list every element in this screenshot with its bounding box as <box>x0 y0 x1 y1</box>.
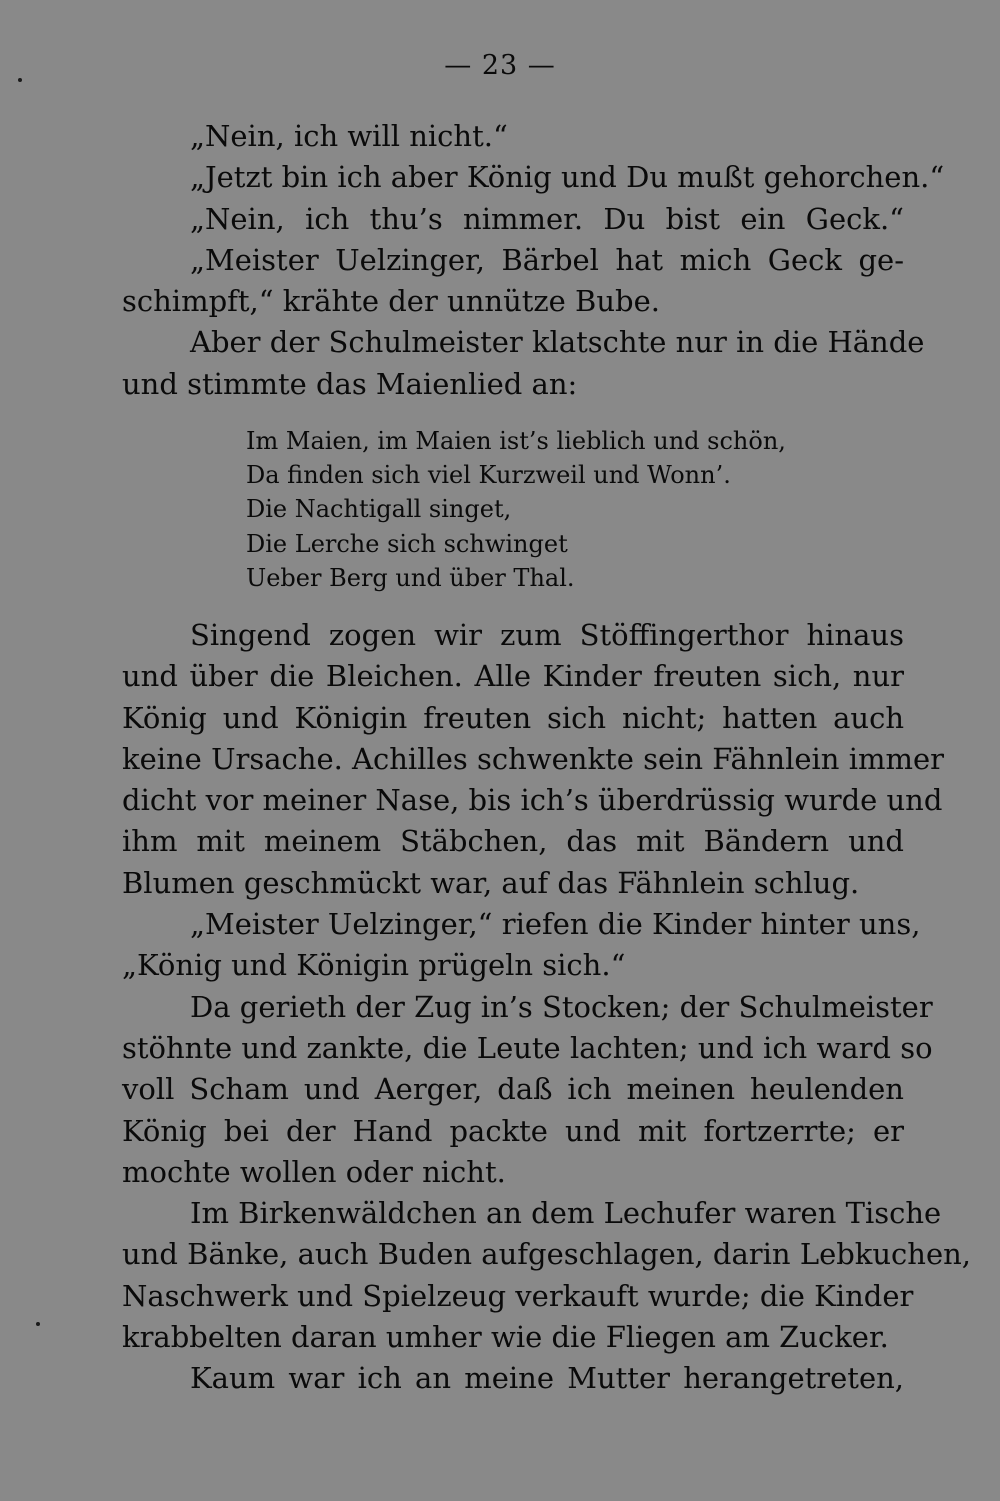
text-line: „Jetzt bin ich aber König und Du mußt gehorchen.“ <box>190 160 945 195</box>
text-line: schimpft,“ krähte der unnütze Bube. <box>122 284 660 319</box>
text-line: „Meister Uelzinger, Bärbel hat mich Geck ge- <box>190 242 904 277</box>
poem-line: Die Nachtigall singet, <box>246 495 512 524</box>
poem-block <box>246 424 786 595</box>
text-line: keine Ursache. Achilles schwenkte sein Fähnlein immer <box>122 741 944 776</box>
text-line: stöhnte und zankte, die Leute lachten; und ich ward so <box>122 1030 933 1065</box>
text-line: Singend zogen wir zum Stöffingerthor hinaus <box>190 618 904 652</box>
text-line: „Meister Uelzinger,“ riefen die Kinder hinter uns, <box>190 907 921 942</box>
text-line: König bei der Hand packte und mit fortzerrte; er <box>122 1113 904 1148</box>
text-block-bottom <box>122 615 972 1400</box>
poem-line: Die Lerche sich schwinget <box>246 529 568 558</box>
text-line: Aber der Schulmeister klatschte nur in die Hände <box>190 325 925 360</box>
scan-speck <box>36 1322 40 1326</box>
text-line: und Bänke, auch Buden aufgeschlagen, darin Lebkuchen, <box>122 1237 972 1272</box>
text-line: ihm mit meinem Stäbchen, das mit Bändern und <box>122 824 904 859</box>
page-number: — 23 — <box>444 50 556 81</box>
text-line: „König und Königin prügeln sich.“ <box>122 948 626 983</box>
text-line: dicht vor meiner Nase, bis ich’s überdrüssig wurde und <box>122 783 943 818</box>
scan-speck <box>18 78 22 82</box>
poem-line: Da finden sich viel Kurzweil und Wonn’. <box>246 461 731 490</box>
text-line: Kaum war ich an meine Mutter herangetreten, <box>190 1361 904 1396</box>
text-line: voll Scham und Aerger, daß ich meinen heulenden <box>122 1072 904 1107</box>
text-line: Naschwerk und Spielzeug verkauft wurde; die Kinder <box>122 1278 914 1313</box>
text-line: Blumen geschmückt war, auf das Fähnlein schlug. <box>122 865 860 900</box>
text-line: „Nein, ich will nicht.“ <box>190 119 508 153</box>
text-line: Da gerieth der Zug in’s Stocken; der Schulmeister <box>190 989 933 1024</box>
text-line: „Nein, ich thu’s nimmer. Du bist ein Geck.“ <box>190 201 904 236</box>
text-line: und über die Bleichen. Alle Kinder freuten sich, nur <box>122 659 904 694</box>
text-line: krabbelten daran umher wie die Fliegen am Zucker. <box>122 1320 889 1355</box>
text-block-top <box>122 116 945 405</box>
text-line: mochte wollen oder nicht. <box>122 1154 506 1189</box>
text-line: und stimmte das Maienlied an: <box>122 366 578 401</box>
poem-line: Ueber Berg und über Thal. <box>246 563 575 592</box>
text-line: König und Königin freuten sich nicht; hatten auch <box>122 700 904 735</box>
poem-line: Im Maien, im Maien ist’s lieblich und schön, <box>246 427 786 455</box>
text-line: Im Birkenwäldchen an dem Lechufer waren Tische <box>190 1196 942 1231</box>
